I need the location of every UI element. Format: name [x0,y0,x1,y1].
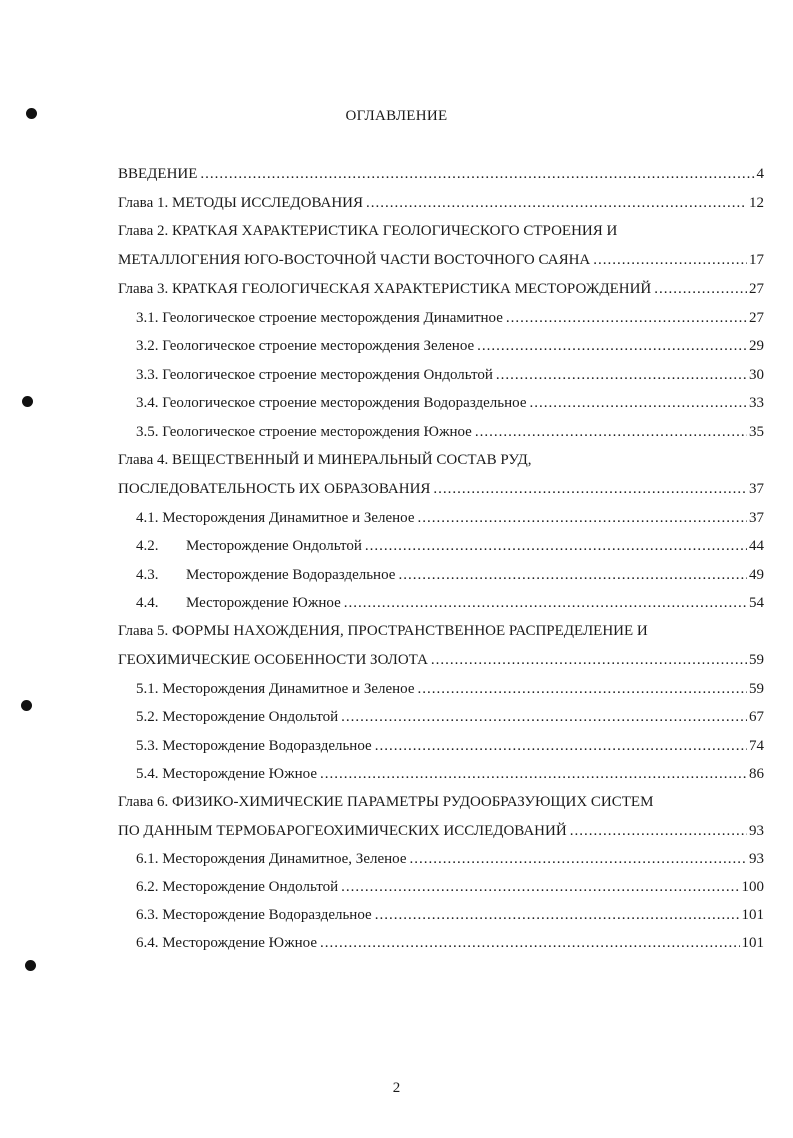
toc-entry-text: 6.1. Месторождения Динамитное, Зеленое [136,851,407,867]
toc-entry-page: 93 [749,823,764,839]
page-title: ОГЛАВЛЕНИЕ [345,108,448,124]
toc-entry-page: 101 [741,907,764,923]
leader-dots [341,878,739,896]
toc-entry-text: Месторождение Южное [186,595,341,611]
toc-subentry[interactable] [136,906,764,924]
toc-subentry[interactable] [136,680,764,698]
toc-subentry[interactable] [136,765,764,783]
punch-hole-mark [22,396,33,407]
leader-dots [320,765,747,783]
leader-dots [366,194,747,212]
toc-subentry[interactable] [136,594,764,612]
toc-subentry[interactable] [136,708,764,726]
leader-dots [375,906,740,924]
toc-entry-page: 59 [749,681,764,697]
toc-entry-text: 6.3. Месторождение Водораздельное [136,907,372,923]
leader-dots [320,934,739,952]
toc-entry-text: 5.2. Месторождение Ондольтой [136,709,339,725]
toc-entry-page: 44 [749,538,764,554]
toc-entry-page: 27 [749,281,764,297]
toc-subentry[interactable] [136,566,764,584]
toc-subentry[interactable] [136,509,764,527]
punch-hole-mark [21,700,32,711]
leader-dots [341,708,747,726]
leader-dots [506,309,747,327]
toc-entry[interactable] [118,280,764,298]
leader-dots [593,251,747,269]
toc-entry-page: 12 [749,195,764,211]
toc-entry-text: ПО ДАННЫМ ТЕРМОБАРОГЕОХИМИЧЕСКИХ ИССЛЕДОВАНИЙ [118,823,567,839]
toc-entry-text: 3.2. Геологическое строение месторождения Зеленое [136,338,475,354]
toc-subentry[interactable] [136,850,764,868]
toc-entry-text: 5.4. Месторождение Южное [136,766,318,782]
toc-entry-text: 5.1. Месторождения Динамитное и Зеленое [136,681,415,697]
toc-entry-text: Месторождение Ондольтой [186,538,362,554]
toc-subentry[interactable] [136,394,764,412]
toc-subentry[interactable] [136,366,764,384]
toc-entry-text: 4.1. Месторождения Динамитное и Зеленое [136,510,415,526]
leader-dots [365,537,747,555]
toc-entry-text: 5.3. Месторождение Водораздельное [136,738,372,754]
toc-entry-page: 59 [749,652,764,668]
leader-dots [475,423,747,441]
toc-entry-text: 3.1. Геологическое строение месторождения Динамитное [136,310,503,326]
leader-dots [477,337,747,355]
toc-subentry[interactable] [136,934,764,952]
toc-entry-page: 29 [749,338,764,354]
leader-dots [570,822,747,840]
leader-dots [654,280,747,298]
toc-subentry[interactable] [136,878,764,896]
leader-dots [418,680,747,698]
toc-entry-page: 4 [756,166,764,182]
toc-subentry[interactable] [136,737,764,755]
toc-entry-text: 6.2. Месторождение Ондольтой [136,879,339,895]
toc-entry-page: 27 [749,310,764,326]
toc-entry-page: 49 [749,567,764,583]
leader-dots [496,366,747,384]
page-number: 2 [392,1080,401,1096]
toc-entry-text: Месторождение Водораздельное [186,567,396,583]
leader-dots [418,509,747,527]
toc-subentry[interactable] [136,337,764,355]
toc-entry-text: 3.5. Геологическое строение месторождения Южное [136,424,472,440]
toc-entry-text: 3.4. Геологическое строение месторождения Водораздельное [136,395,527,411]
toc-entry-text: 6.4. Месторождение Южное [136,935,318,951]
toc-entry-text: ПОСЛЕДОВАТЕЛЬНОСТЬ ИХ ОБРАЗОВАНИЯ [118,481,431,497]
leader-dots [431,651,747,669]
toc-entry-text: Глава 2. КРАТКАЯ ХАРАКТЕРИСТИКА ГЕОЛОГИЧЕСКОГО СТРОЕНИЯ И [118,223,618,239]
toc-entry-page: 67 [749,709,764,725]
toc-entry-text: Глава 4. ВЕЩЕСТВЕННЫЙ И МИНЕРАЛЬНЫЙ СОСТАВ РУД, [118,452,532,468]
toc-entry-text: 3.3. Геологическое строение месторождения Ондольтой [136,367,493,383]
toc-entry-page: 93 [749,851,764,867]
toc-subentry[interactable] [136,423,764,441]
toc-entry[interactable] [118,251,764,269]
leader-dots [344,594,747,612]
toc-entry-page: 30 [749,367,764,383]
leader-dots [529,394,747,412]
leader-dots [200,165,754,183]
toc-entry-text: Глава 5. ФОРМЫ НАХОЖДЕНИЯ, ПРОСТРАНСТВЕННОЕ РАСПРЕДЕЛЕНИЕ И [118,623,648,639]
toc-entry-number: 4.2. [136,538,159,554]
toc-entry-text: Глава 3. КРАТКАЯ ГЕОЛОГИЧЕСКАЯ ХАРАКТЕРИСТИКА МЕСТОРОЖДЕНИЙ [118,281,652,297]
toc-entry-page: 100 [741,879,764,895]
toc-entry-page: 37 [749,481,764,497]
toc-entry-page: 54 [749,595,764,611]
toc-entry-text: ГЕОХИМИЧЕСКИЕ ОСОБЕННОСТИ ЗОЛОТА [118,652,428,668]
leader-dots [375,737,747,755]
toc-entry-page: 74 [749,738,764,754]
toc-entry-text: МЕТАЛЛОГЕНИЯ ЮГО-ВОСТОЧНОЙ ЧАСТИ ВОСТОЧНОГО САЯНА [118,252,591,268]
toc-entry-text: Глава 1. МЕТОДЫ ИССЛЕДОВАНИЯ [118,195,364,211]
toc-entry-page: 101 [741,935,764,951]
toc-entry[interactable] [118,822,764,840]
toc-entry-number: 4.4. [136,595,159,611]
leader-dots [398,566,747,584]
leader-dots [433,480,747,498]
toc-subentry[interactable] [136,309,764,327]
toc-entry[interactable] [118,194,764,212]
toc-entry-page: 33 [749,395,764,411]
toc-entry[interactable] [118,480,764,498]
leader-dots [410,850,748,868]
toc-entry-text: Глава 6. ФИЗИКО-ХИМИЧЕСКИЕ ПАРАМЕТРЫ РУДООБРАЗУЮЩИХ СИСТЕМ [118,794,654,810]
toc-entry-text: ВВЕДЕНИЕ [118,166,198,182]
toc-entry[interactable] [118,165,764,183]
toc-entry-page: 35 [749,424,764,440]
toc-subentry[interactable] [136,537,764,555]
toc-entry-page: 17 [749,252,764,268]
toc-entry-page: 86 [749,766,764,782]
toc-entry-page: 37 [749,510,764,526]
punch-hole-mark [25,960,36,971]
toc-entry-number: 4.3. [136,567,159,583]
toc-entry[interactable] [118,651,764,669]
